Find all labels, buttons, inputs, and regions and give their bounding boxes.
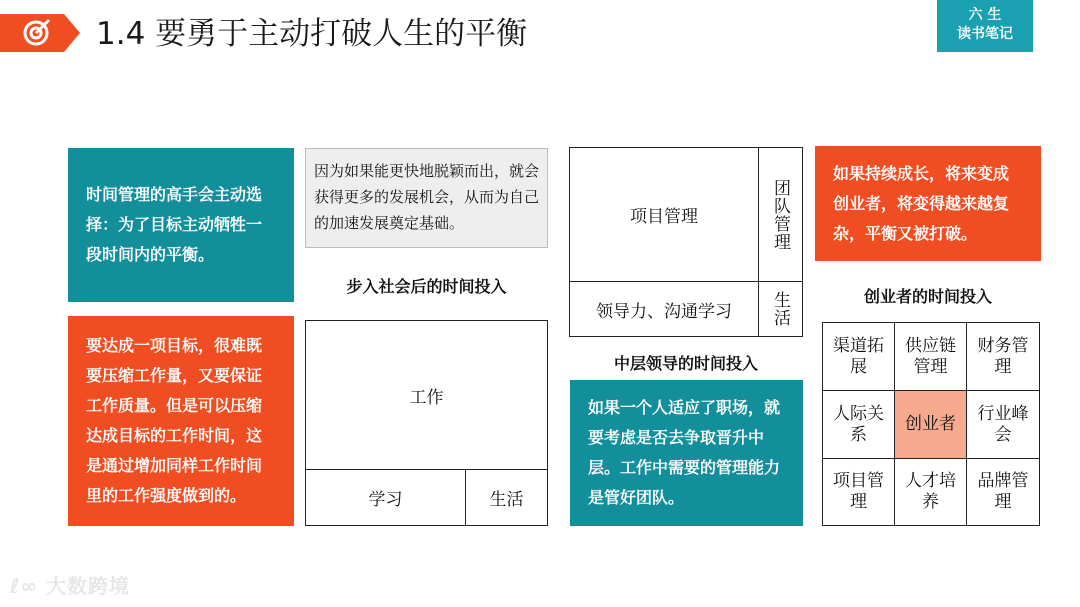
middle-life-cell: 生活 xyxy=(758,281,803,337)
corner-badge-line2: 读书笔记 xyxy=(957,26,1013,42)
grid-cell-project: 项目管理 xyxy=(822,458,895,526)
watermark-logo-icon: ℓ∞ xyxy=(10,574,47,598)
promotion-panel: 如果一个人适应了职场，就要考虑是否去争取晋升中层。工作中需要的管理能力是管好团队。 xyxy=(570,380,803,526)
grid-cell-finance: 财务管理 xyxy=(966,322,1040,391)
life-cell: 生活 xyxy=(465,469,548,526)
grid-cell-supply-chain: 供应链管理 xyxy=(894,322,967,391)
goal-balance-panel: 时间管理的高手会主动选择：为了目标主动牺牲一段时间内的平衡。 xyxy=(68,148,294,302)
grid-cell-relations: 人际关系 xyxy=(822,390,895,459)
grid-cell-talent: 人才培养 xyxy=(894,458,967,526)
grid-cell-brand: 品牌管理 xyxy=(966,458,1040,526)
founder-panel: 如果持续成长，将来变成创业者，将变得越来越复杂，平衡又被打破。 xyxy=(815,146,1041,261)
grid-cell-summit: 行业峰会 xyxy=(966,390,1040,459)
grid-cell-founder: 创业者 xyxy=(894,390,967,459)
society-time-caption: 步入社会后的时间投入 xyxy=(346,277,507,296)
work-intensity-panel: 要达成一项目标，很难既要压缩工作量，又要保证工作质量。但是可以压缩达成目标的工作时间，这是通过增加同样工作时间里的工作强度做到的。 xyxy=(68,316,294,526)
grid-cell-channel: 渠道拓展 xyxy=(822,322,895,391)
work-cell: 工作 xyxy=(305,320,548,470)
watermark-text: 大数跨境 xyxy=(46,574,131,598)
leadership-cell: 领导力、沟通学习 xyxy=(569,281,759,337)
page-title: 1.4 要勇于主动打破人生的平衡 xyxy=(96,16,528,52)
founder-time-caption: 创业者的时间投入 xyxy=(863,287,992,306)
team-management-cell: 团队管理 xyxy=(758,147,803,282)
watermark xyxy=(10,570,130,599)
study-cell: 学习 xyxy=(305,469,466,526)
section-badge xyxy=(0,14,80,52)
corner-badge xyxy=(937,0,1033,52)
middle-leader-caption: 中层领导的时间投入 xyxy=(613,354,758,373)
opportunity-note: 因为如果能更快地脱颖而出，就会获得更多的发展机会，从而为自己的加速发展奠定基础。 xyxy=(305,148,548,248)
project-management-cell: 项目管理 xyxy=(569,147,759,282)
corner-badge-line1: 六 生 xyxy=(968,7,1002,23)
